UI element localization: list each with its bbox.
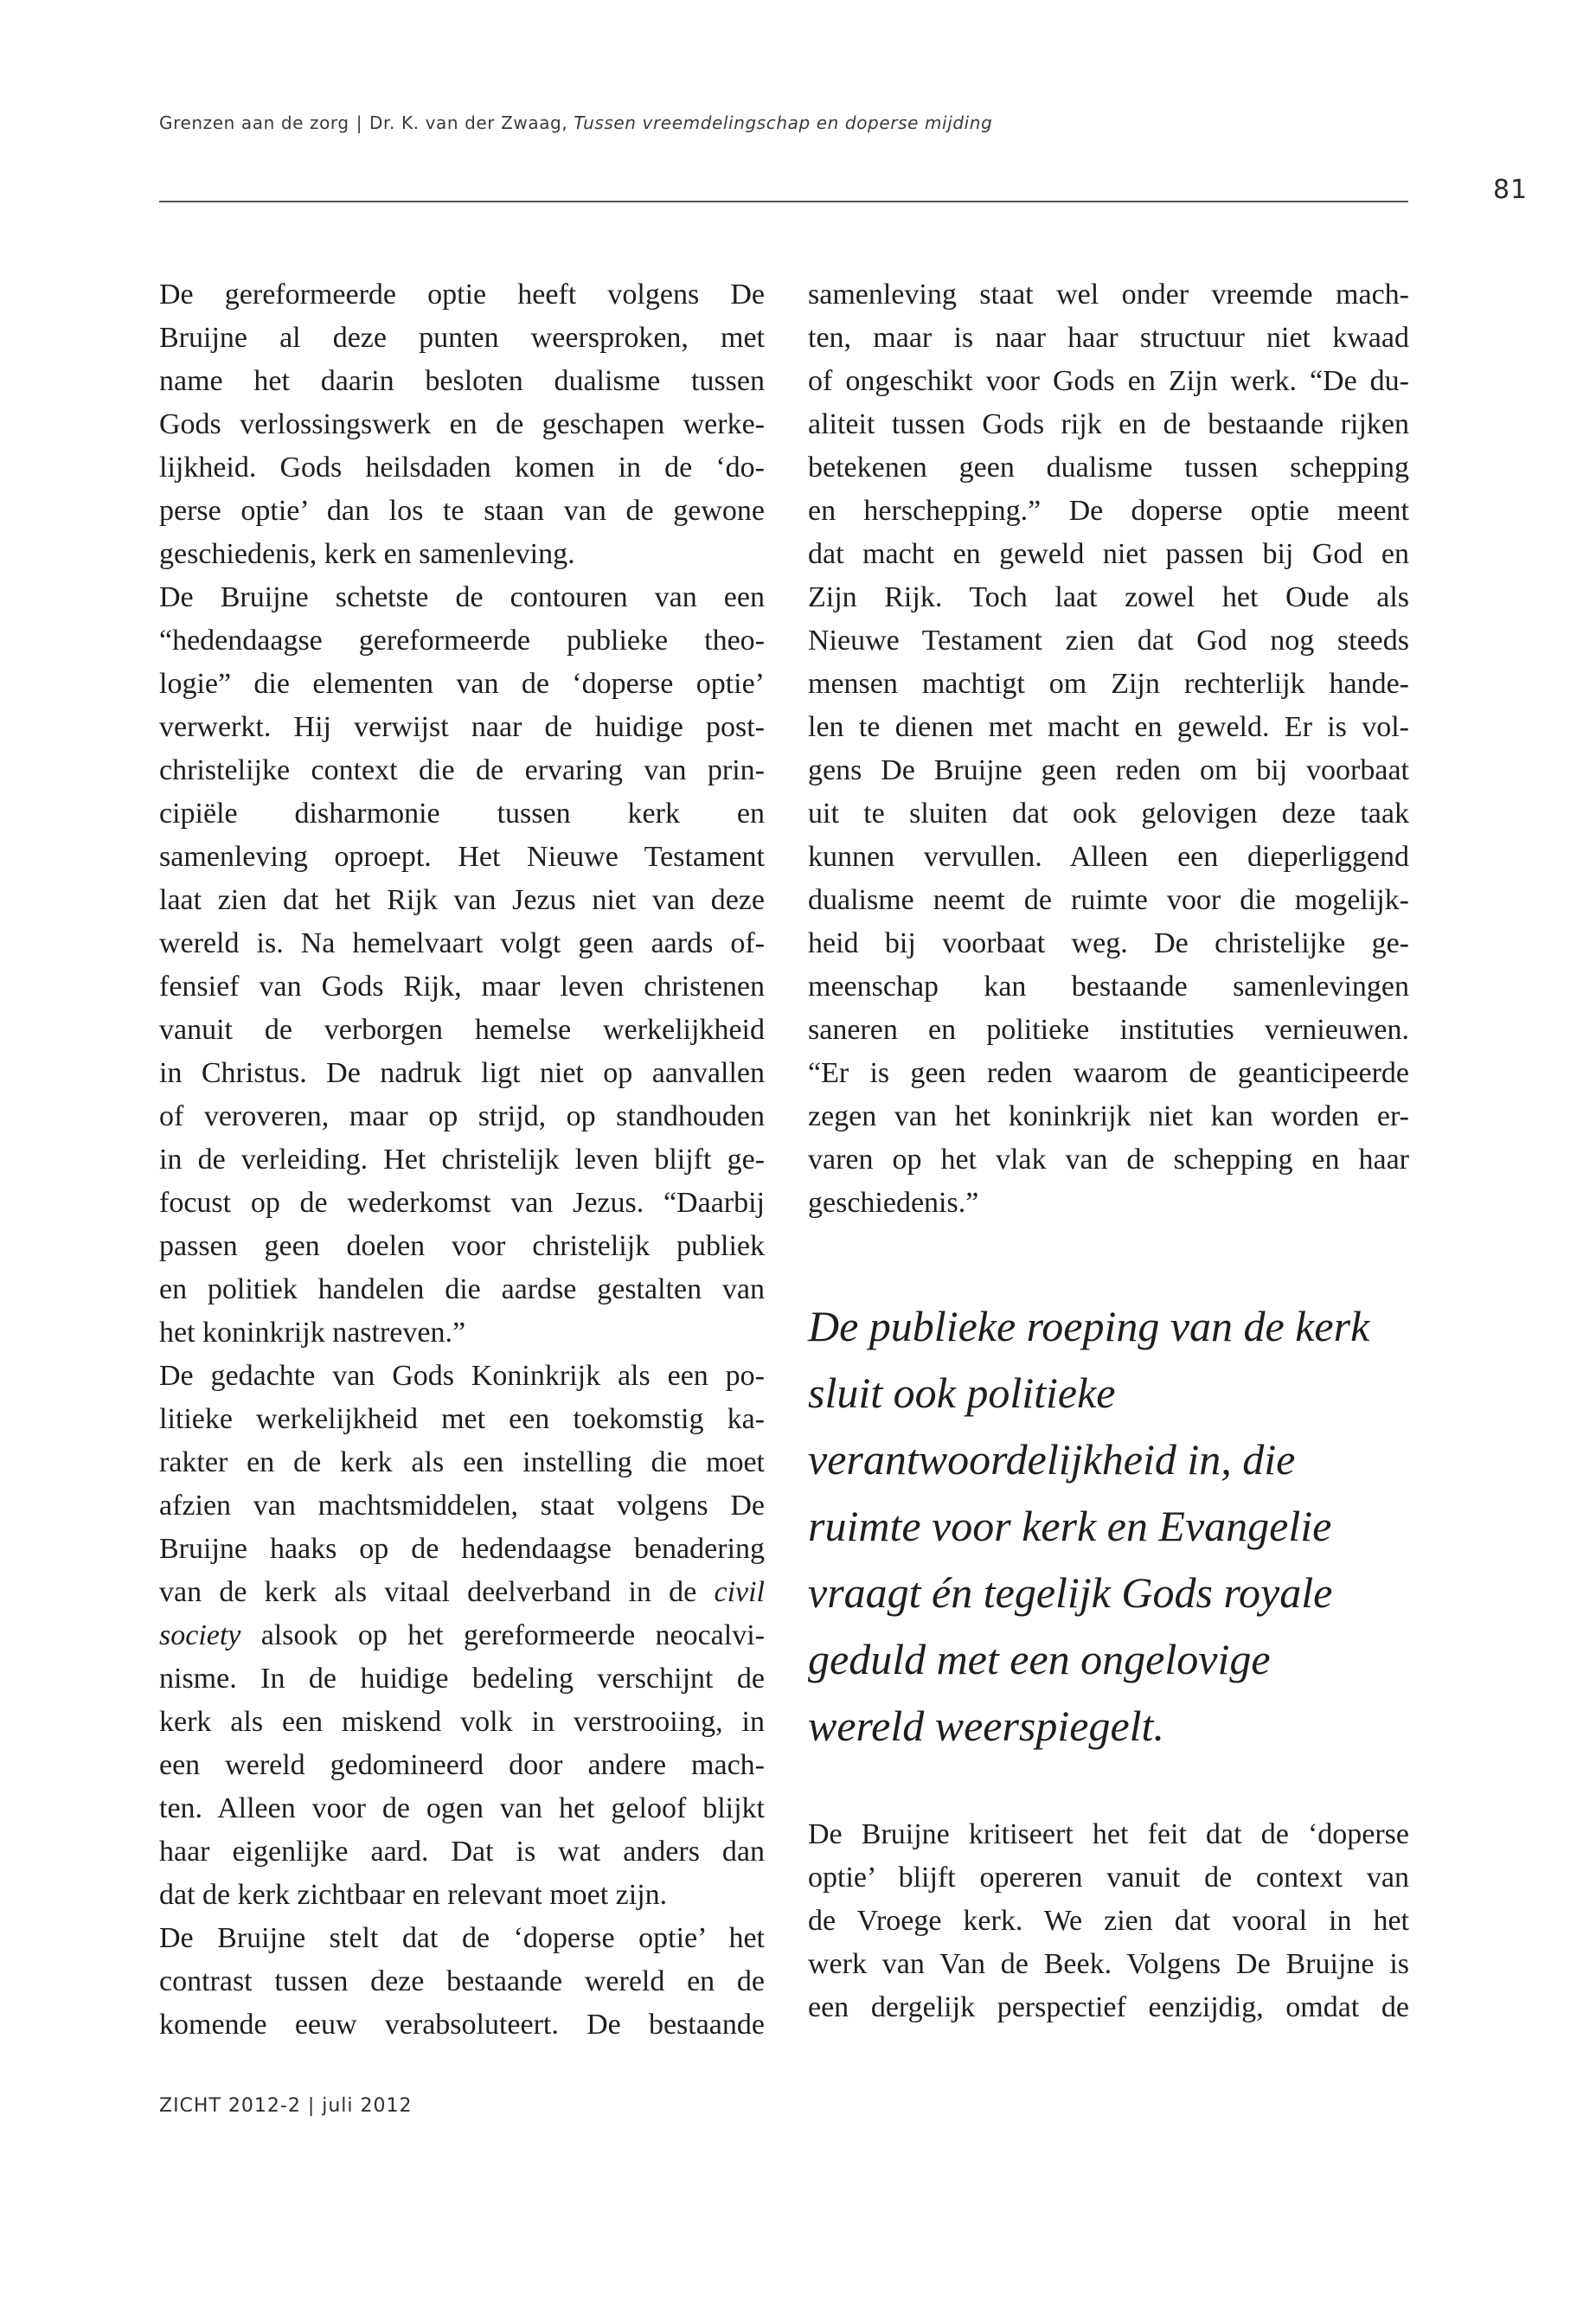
pull-quote-line: wereld weerspiegelt. [808, 1702, 1164, 1750]
text-line: geschiedenis.” [808, 1187, 979, 1219]
text-line: verwerkt. Hij verwijst naar de huidige post- [159, 711, 765, 743]
text-line: Bruijne haaks op de hedendaagse benadering [159, 1533, 765, 1565]
text-line: betekenen geen dualisme tussen schepping [808, 452, 1409, 484]
text-line: len te dienen met macht en geweld. Er is vol- [808, 711, 1409, 743]
text-line: kerk als een miskend volk in verstrooiing, in [159, 1706, 765, 1738]
italic-term: society [159, 1619, 241, 1651]
text-line: saneren en politieke instituties vernieuwen. [808, 1014, 1409, 1046]
text-line: mensen machtigt om Zijn rechterlijk hande- [808, 668, 1409, 700]
text-line: in Christus. De nadruk ligt niet op aanvallen [159, 1057, 765, 1089]
text-line: varen op het vlak van de schepping en haar [808, 1144, 1409, 1176]
text-line: in de verleiding. Het christelijk leven blijft ge- [159, 1144, 765, 1176]
author-name: Dr. K. van der Zwaag, [369, 112, 568, 133]
text-line: laat zien dat het Rijk van Jezus niet van deze [159, 884, 765, 916]
pull-quote-line: ruimte voor kerk en Evangelie [808, 1502, 1332, 1550]
text-line: De gedachte van Gods Koninkrijk als een po- [159, 1360, 765, 1392]
text-line: werk van Van de Beek. Volgens De Bruijne is [808, 1948, 1409, 1980]
pull-quote [808, 1293, 1413, 1759]
text-line: name het daarin besloten dualisme tussen [159, 365, 765, 397]
text-line: “Er is geen reden waarom de geanticipeerde [808, 1057, 1409, 1089]
pull-quote-line: vraagt én tegelijk Gods royale [808, 1568, 1333, 1617]
text-line: een wereld gedomineerd door andere mach- [159, 1749, 765, 1781]
text-line: het koninkrijk nastreven.” [159, 1317, 466, 1349]
issue-date: juli 2012 [322, 2095, 413, 2117]
text-line: Zijn Rijk. Toch laat zowel het Oude als [808, 581, 1409, 613]
text-line: of ongeschikt voor Gods en Zijn werk. “De du- [808, 365, 1409, 397]
text-line: logie” die elementen van de ‘doperse optie’ [159, 668, 765, 700]
text-line: De Bruijne schetste de contouren van een [159, 581, 765, 613]
text-line: samenleving staat wel onder vreemde mach- [808, 279, 1409, 311]
text-line: dat de kerk zichtbaar en relevant moet zijn. [159, 1879, 668, 1911]
text-line: de Vroege kerk. We zien dat vooral in het [808, 1905, 1409, 1937]
section-title: Grenzen aan de zorg [159, 112, 349, 133]
text-line: afzien van machtsmiddelen, staat volgens De [159, 1490, 765, 1522]
text-line: nisme. In de huidige bedeling verschijnt de [159, 1663, 765, 1695]
pull-quote-line: verantwoordelijkheid in, die [808, 1435, 1296, 1484]
text-line: Bruijne al deze punten weersproken, met [159, 322, 765, 354]
text-line: contrast tussen deze bestaande wereld en de [159, 1965, 765, 1997]
journal-issue: ZICHT 2012-2 [159, 2095, 301, 2117]
paragraph-3 [159, 1355, 765, 1917]
page-footer [159, 2095, 413, 2117]
text-line: De gereformeerde optie heeft volgens De [159, 279, 765, 311]
italic-term: civil [714, 1576, 766, 1608]
text-line: De Bruijne stelt dat de ‘doperse optie’ het [159, 1922, 765, 1954]
text-line: kunnen vervullen. Alleen een dieperliggend [808, 841, 1409, 873]
pull-quote-line: sluit ook politieke [808, 1368, 1116, 1417]
text-line: rakter en de kerk als een instelling die moet [159, 1446, 765, 1478]
paragraph-4 [159, 1917, 765, 2047]
paragraph-1 [159, 273, 765, 576]
header-separator: | [356, 112, 363, 133]
closing-paragraph [808, 1813, 1409, 2029]
pull-quote-line: De publieke roeping van de kerk [808, 1302, 1370, 1350]
paragraph-2 [159, 576, 765, 1355]
text-line: perse optie’ dan los te staan van de gewone [159, 495, 765, 527]
right-column [808, 273, 1409, 1225]
footer-separator: | [307, 2095, 316, 2117]
text-line: zegen van het koninkrijk niet kan worden er- [808, 1100, 1409, 1132]
text-line: lijkheid. Gods heilsdaden komen in de ‘do- [159, 452, 765, 484]
text-line: litieke werkelijkheid met een toekomstig ka- [159, 1403, 765, 1435]
text-line: samenleving oproept. Het Nieuwe Testament [159, 841, 765, 873]
text-line-civil: van de kerk als vitaal deelverband in de civil [159, 1576, 766, 1608]
text-line: dualisme neemt de ruimte voor die mogelijk- [808, 884, 1409, 916]
text-line: fensief van Gods Rijk, maar leven christenen [159, 971, 765, 1003]
paragraph-5 [808, 273, 1409, 1225]
text-line: passen geen doelen voor christelijk publiek [159, 1230, 765, 1262]
text-line: Nieuwe Testament zien dat God nog steeds [808, 625, 1409, 657]
text-line: wereld is. Na hemelvaart volgt geen aards of- [159, 927, 765, 959]
text-line: meenschap kan bestaande samenlevingen [808, 971, 1409, 1003]
page-number: 81 [1493, 175, 1529, 205]
text-line: dat macht en geweld niet passen bij God en [808, 538, 1409, 570]
text-line-society: society alsook op het gereformeerde neocalvi- [159, 1619, 765, 1651]
text-line: geschiedenis, kerk en samenleving. [159, 538, 575, 570]
article-title: Tussen vreemdelingschap en doperse mijding [574, 112, 993, 133]
text-line: of veroveren, maar op strijd, op standhouden [159, 1100, 765, 1132]
text-line: focust op de wederkomst van Jezus. “Daarbij [159, 1187, 765, 1219]
text-line: heid bij voorbaat weg. De christelijke ge- [808, 927, 1409, 959]
text-line: komende eeuw verabsoluteert. De bestaande [159, 2009, 765, 2041]
text-line: christelijke context die de ervaring van prin- [159, 754, 765, 786]
text-line: ten, maar is naar haar structuur niet kwaad [808, 322, 1409, 354]
text-line: uit te sluiten dat ook gelovigen deze taak [808, 798, 1409, 830]
text-line: optie’ blijft opereren vanuit de context van [808, 1862, 1409, 1894]
text-line: De Bruijne kritiseert het feit dat de ‘doperse [808, 1818, 1409, 1850]
text-line: ten. Alleen voor de ogen van het geloof blijkt [159, 1792, 765, 1824]
text-line: vanuit de verborgen hemelse werkelijkheid [159, 1014, 765, 1046]
text-line: haar eigenlijke aard. Dat is wat anders dan [159, 1836, 765, 1868]
left-column [159, 273, 765, 2047]
pull-quote-line: geduld met een ongelovige [808, 1635, 1271, 1683]
running-head [159, 112, 992, 133]
text-line: cipiële disharmonie tussen kerk en [159, 798, 765, 830]
text-line: gens De Bruijne geen reden om bij voorbaat [808, 754, 1409, 786]
text-line: en politiek handelen die aardse gestalten van [159, 1273, 765, 1305]
header-rule [159, 201, 1408, 202]
text-line: aliteit tussen Gods rijk en de bestaande rijken [808, 408, 1409, 440]
text-line: een dergelijk perspectief eenzijdig, omdat de [808, 1991, 1409, 2023]
text-line: en herschepping.” De doperse optie meent [808, 495, 1409, 527]
text-line: Gods verlossingswerk en de geschapen werke- [159, 408, 765, 440]
text-line: “hedendaagse gereformeerde publieke theo- [159, 625, 765, 657]
